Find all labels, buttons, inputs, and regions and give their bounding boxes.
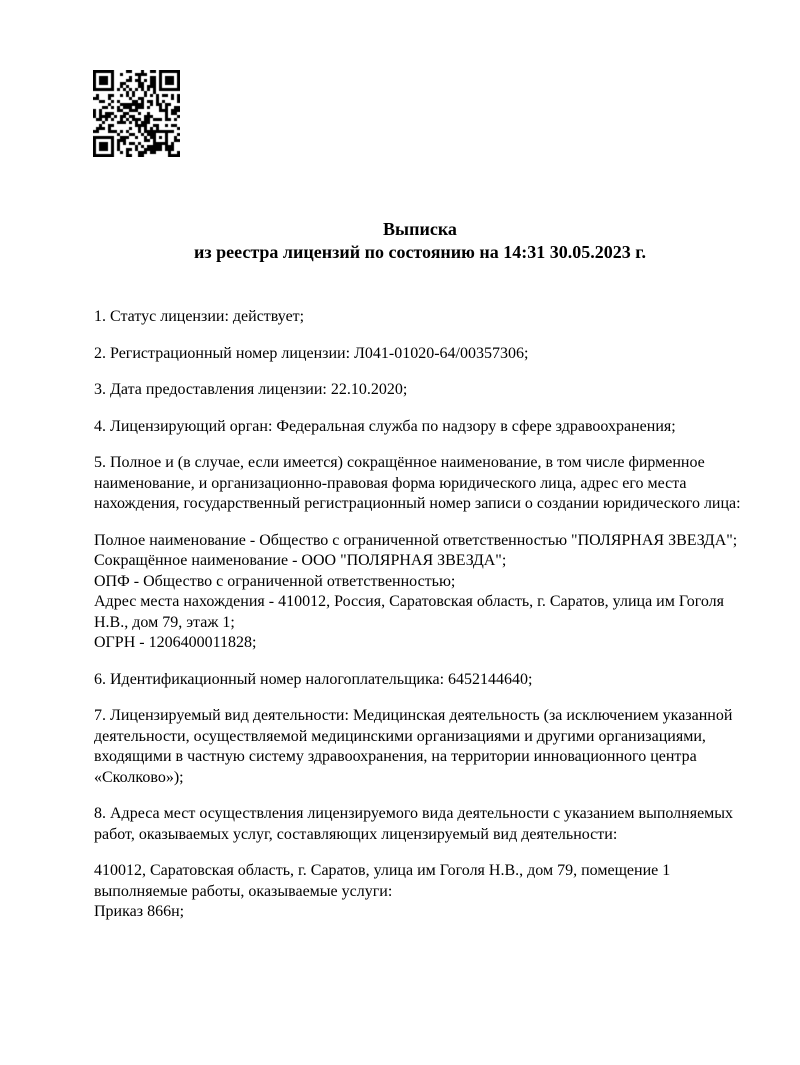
qr-code-image <box>93 70 180 157</box>
entity-full-name: Полное наименование - Общество с ограниченной ответственностью "ПОЛЯРНАЯ ЗВЕЗДА"; <box>94 531 738 549</box>
site-order: Приказ 866н; <box>94 903 185 920</box>
names-heading: 5. Полное и (в случае, если имеется) сокращённое наименование, в том числе фирменное наименование, и организационно-правовая форма юридического лица, адрес его места нахождения, государственный регистрационный номер записи о создании юридического лица: <box>94 454 741 512</box>
taxpayer-id-line: 6. Идентификационный номер налогоплательщика: 6452144640; <box>94 670 533 688</box>
entity-address: Адрес места нахождения - 410012, Россия, Саратовская область, г. Саратов, улица им Гоголя Н.В., дом 79, этаж 1; <box>94 593 725 631</box>
grant-date-line: 3. Дата предоставления лицензии: 22.10.2020; <box>94 381 408 398</box>
site-works-label: выполняемые работы, оказываемые услуги: <box>94 882 393 900</box>
license-status-line: 1. Статус лицензии: действует; <box>94 308 305 325</box>
title-line-1: Выписка <box>383 219 457 239</box>
document-title <box>94 218 746 264</box>
title-line-2: из реестра лицензий по состоянию на 14:31 30.05.2023 г. <box>194 242 646 262</box>
document-body <box>94 307 746 923</box>
licensed-activity-line: 7. Лицензируемый вид деятельности: Медицинская деятельность (за исключением указанной деятельности, осуществляемой медицинскими организациями и другими организациями, входящими в частную систему здравоохранения, на территории инновационного центра «Сколково»); <box>94 707 733 786</box>
registration-number-line: 2. Регистрационный номер лицензии: Л041-01020-64/00357306; <box>94 344 529 362</box>
activity-addresses-heading: 8. Адреса мест осуществления лицензируемого вида деятельности с указанием выполняемых работ, оказываемых услуг, составляющих лицензируемый вид деятельности: <box>94 805 734 843</box>
entity-ogrn: ОГРН - 1206400011828; <box>94 634 257 651</box>
entity-details-block <box>94 531 746 654</box>
entity-short-name: Сокращённое наименование - ООО "ПОЛЯРНАЯ ЗВЕЗДА"; <box>94 552 507 569</box>
licensing-authority-line: 4. Лицензирующий орган: Федеральная служба по надзору в сфере здравоохранения; <box>94 417 676 435</box>
site-address: 410012, Саратовская область, г. Саратов, улица им Гоголя Н.В., дом 79, помещение 1 <box>94 862 671 879</box>
entity-opf: ОПФ - Общество с ограниченной ответственностью; <box>94 572 456 590</box>
activity-site-block <box>94 861 746 923</box>
